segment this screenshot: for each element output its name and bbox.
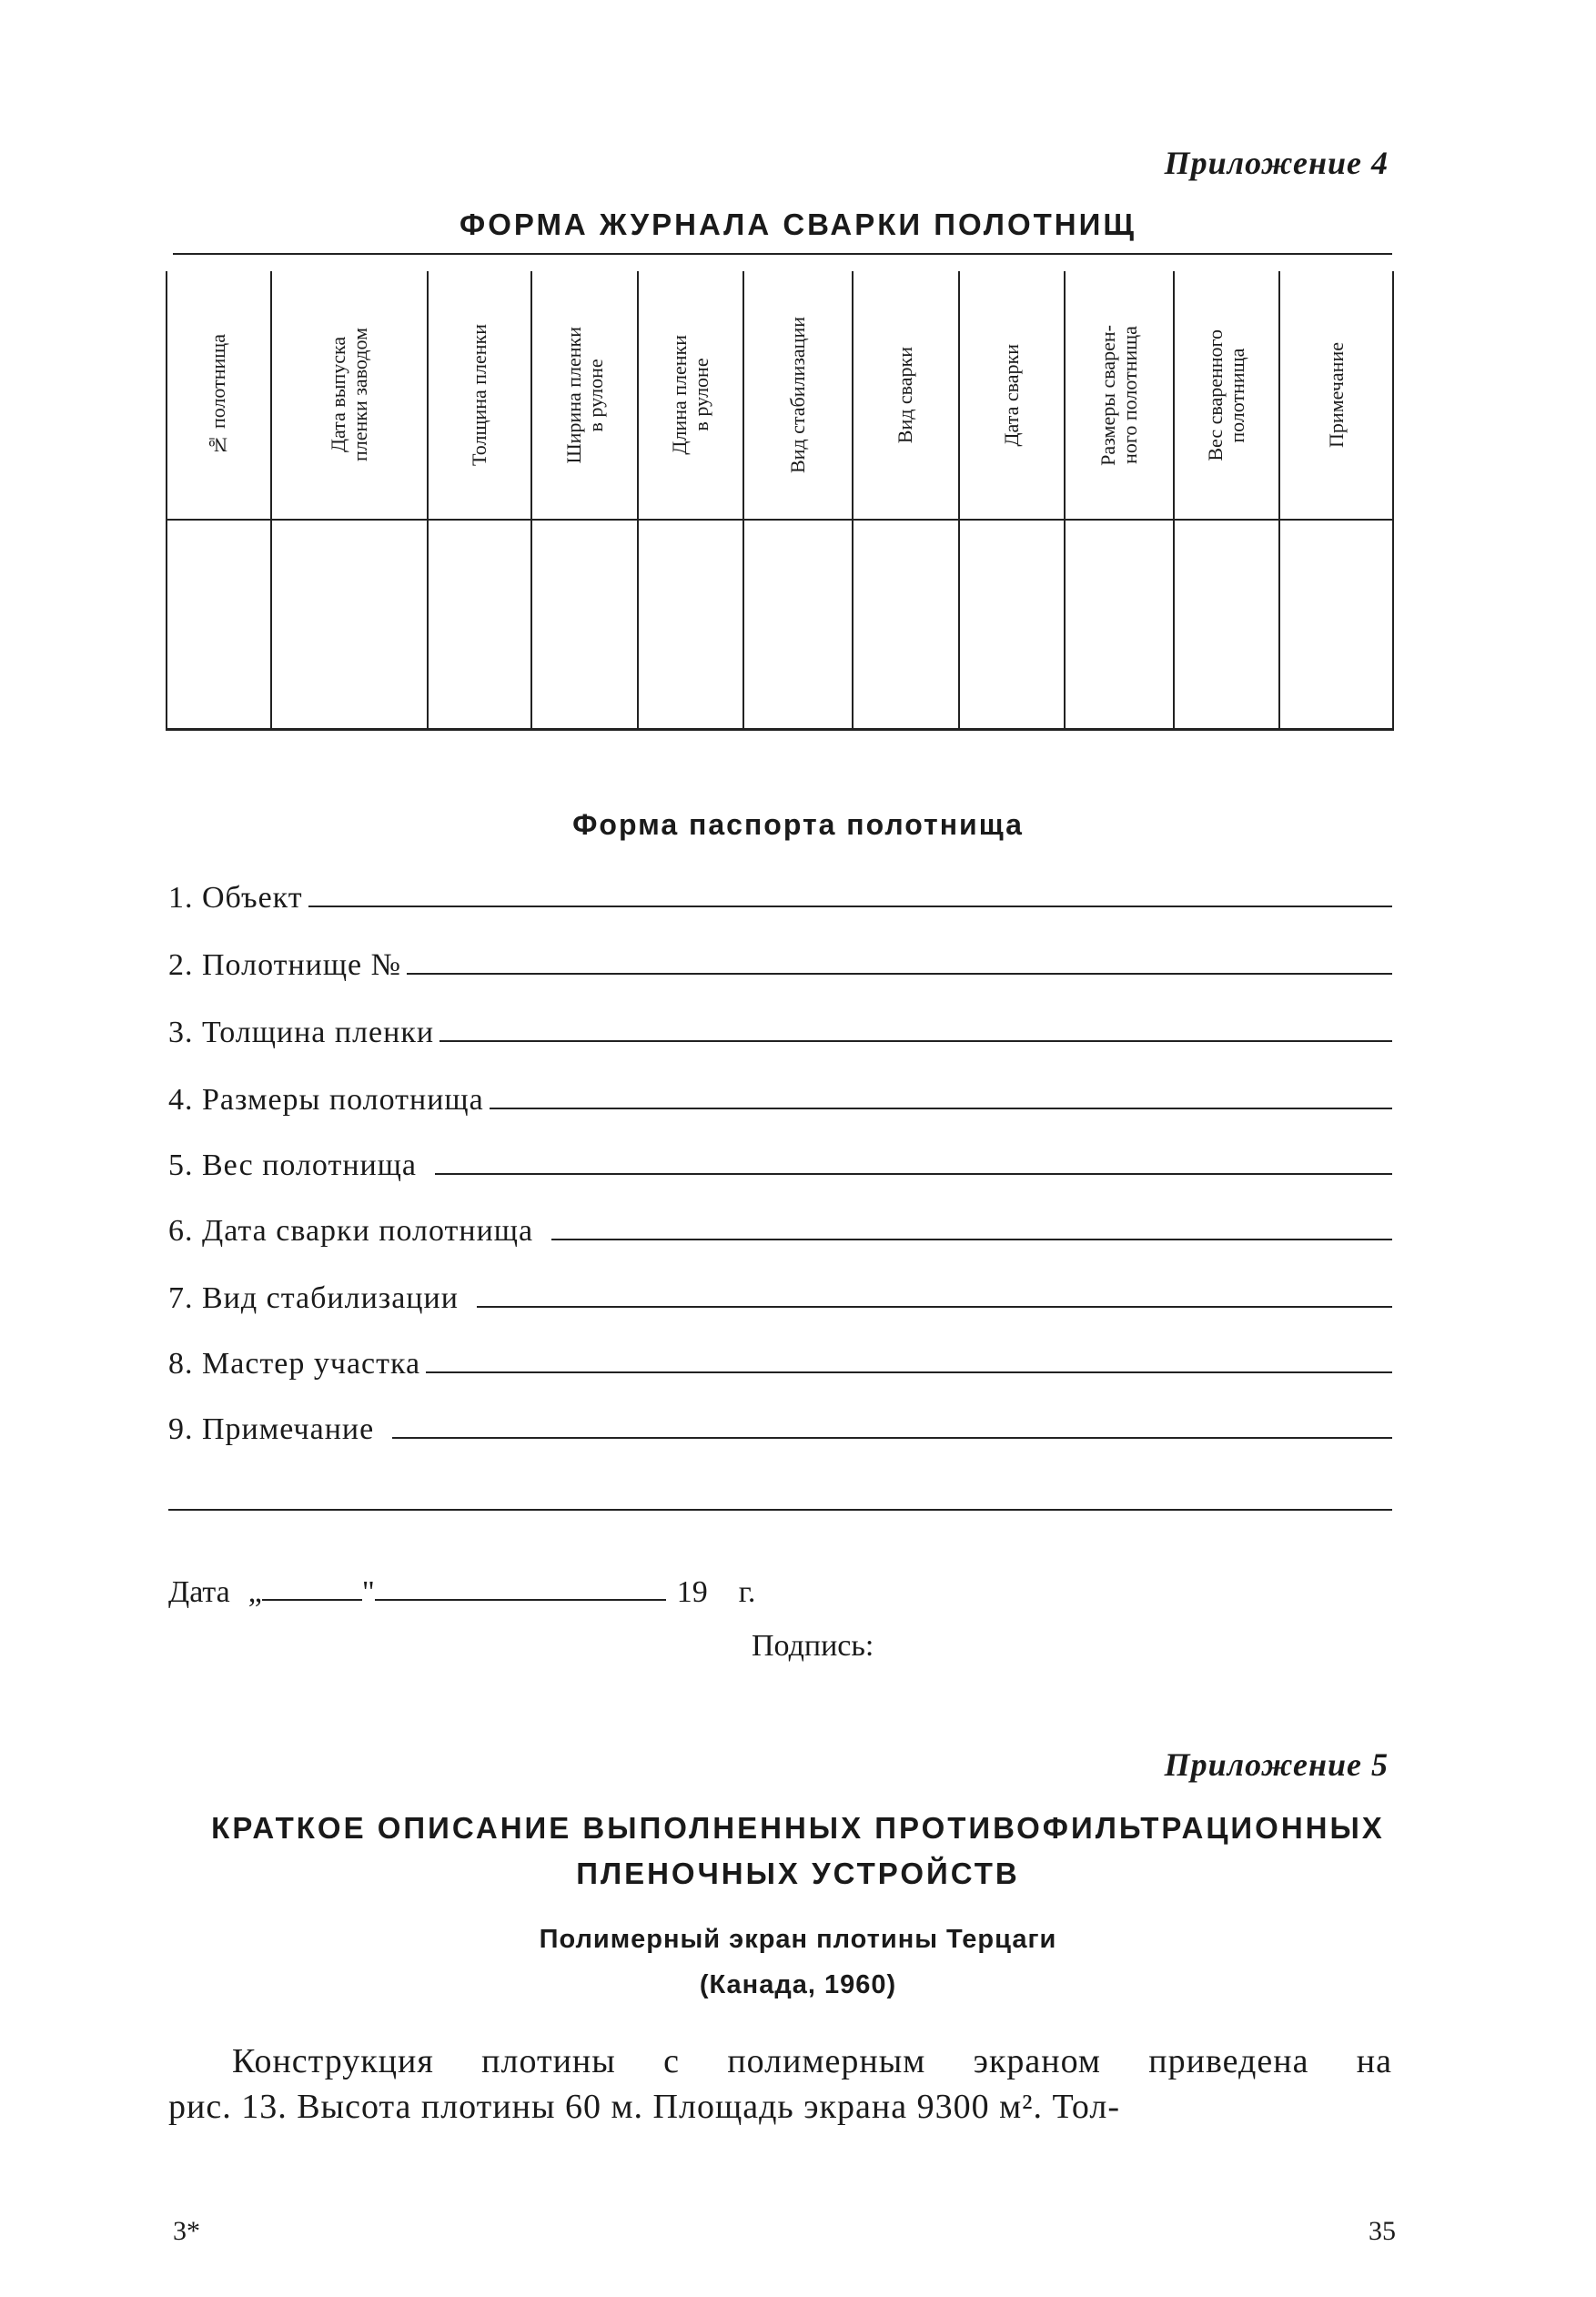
year-suffix: г. — [738, 1575, 756, 1609]
day-line — [262, 1598, 362, 1601]
fill-line — [407, 972, 1392, 975]
passport-field — [168, 1010, 1392, 1050]
column-header-label: Ширина пленки в рулоне — [561, 326, 607, 464]
fill-line — [435, 1172, 1392, 1175]
table-cell — [428, 520, 532, 730]
journal-header-row — [167, 271, 1393, 520]
column-header-label: Вес сваренного полотнища — [1203, 329, 1248, 461]
column-header — [271, 271, 428, 520]
quote-open: „ — [247, 1575, 262, 1609]
table-cell — [1174, 520, 1280, 730]
column-header — [743, 271, 853, 520]
column-header-label: Вид стабилизации — [786, 316, 810, 474]
field-label: 2. Полотнище № — [168, 948, 402, 982]
subsection-title-line1: Полимерный экран плотины Терцаги — [539, 1925, 1057, 1954]
field-label: 4. Размеры полотнища — [168, 1083, 484, 1117]
subsection-title-line2: (Канада, 1960) — [699, 1970, 897, 1999]
title-rule — [173, 253, 1392, 255]
passport-field — [168, 875, 1392, 916]
passport-field — [168, 1407, 1392, 1447]
column-header — [638, 271, 744, 520]
signature-mark: 3* — [173, 2216, 200, 2246]
year-prefix: 19 — [676, 1575, 708, 1609]
passport-field — [168, 1078, 1392, 1118]
column-header-label: Дата выпуска пленки заводом — [326, 328, 371, 462]
appendix-5-label: Приложение 5 — [1164, 1746, 1389, 1783]
column-header-label: Длина пленки в рулоне — [668, 335, 713, 455]
fill-line — [551, 1238, 1392, 1240]
field-label: 8. Мастер участка — [168, 1347, 421, 1381]
quote-close: " — [361, 1575, 375, 1609]
fill-line — [392, 1436, 1392, 1439]
field-label: 7. Вид стабилизации — [168, 1281, 459, 1315]
field-label: 5. Вес полотнища — [168, 1148, 417, 1182]
column-header-label: Вид сварки — [894, 346, 917, 444]
column-header-label: № полотнища — [207, 333, 230, 457]
appendix-4-label: Приложение 4 — [1164, 145, 1389, 181]
column-header — [531, 271, 638, 520]
table-cell — [271, 520, 428, 730]
body-paragraph-line1: Конструкция плотины с полимерным экраном приведена на — [232, 2042, 1392, 2080]
table-cell — [959, 520, 1066, 730]
column-header-label: Толщина пленки — [468, 324, 491, 466]
column-header — [1279, 271, 1393, 520]
column-header — [1065, 271, 1174, 520]
table-cell — [853, 520, 959, 730]
column-header-label: Примечание — [1324, 342, 1348, 448]
passport-field — [168, 1341, 1392, 1381]
passport-field — [168, 943, 1392, 983]
field-label: 9. Примечание — [168, 1412, 375, 1446]
field-label: 3. Толщина пленки — [168, 1016, 435, 1049]
date-label: Дата — [168, 1575, 230, 1609]
column-header — [1174, 271, 1280, 520]
journal-blank-row — [167, 520, 1393, 730]
month-line — [375, 1598, 666, 1601]
section-title-line1: КРАТКОЕ ОПИСАНИЕ ВЫПОЛНЕННЫХ ПРОТИВОФИЛЬТРАЦИОННЫХ — [211, 1811, 1385, 1845]
passport-field — [168, 1276, 1392, 1316]
passport-field — [168, 1143, 1392, 1183]
column-header — [167, 271, 271, 520]
journal-table — [166, 271, 1394, 731]
table-cell — [531, 520, 638, 730]
column-header — [959, 271, 1066, 520]
journal-title: ФОРМА ЖУРНАЛА СВАРКИ ПОЛОТНИЩ — [460, 207, 1136, 241]
fill-line — [426, 1371, 1392, 1373]
passport-title: Форма паспорта полотнища — [572, 808, 1024, 841]
field-label: 1. Объект — [168, 881, 303, 915]
table-cell — [743, 520, 853, 730]
table-cell — [1065, 520, 1174, 730]
date-row — [168, 1570, 755, 1610]
fill-line — [490, 1107, 1392, 1109]
blank-line — [168, 1509, 1392, 1511]
page-number: 35 — [1369, 2216, 1396, 2246]
column-header-label: Дата сварки — [999, 343, 1023, 447]
table-cell — [167, 520, 271, 730]
column-header — [428, 271, 532, 520]
fill-line — [308, 905, 1392, 907]
column-header — [853, 271, 959, 520]
column-header-label: Размеры сварен- ного полотнища — [1096, 324, 1141, 466]
field-label: 6. Дата сварки полотнища — [168, 1214, 534, 1248]
fill-line — [477, 1305, 1392, 1308]
body-paragraph-line2: рис. 13. Высота плотины 60 м. Площадь экрана 9300 м². Тол- — [168, 2088, 1120, 2126]
section-title-line2: ПЛЕНОЧНЫХ УСТРОЙСТВ — [576, 1857, 1020, 1890]
table-cell — [638, 520, 744, 730]
fill-line — [439, 1039, 1392, 1042]
signature-label: Подпись: — [752, 1629, 874, 1663]
passport-field — [168, 1209, 1392, 1249]
table-cell — [1279, 520, 1393, 730]
